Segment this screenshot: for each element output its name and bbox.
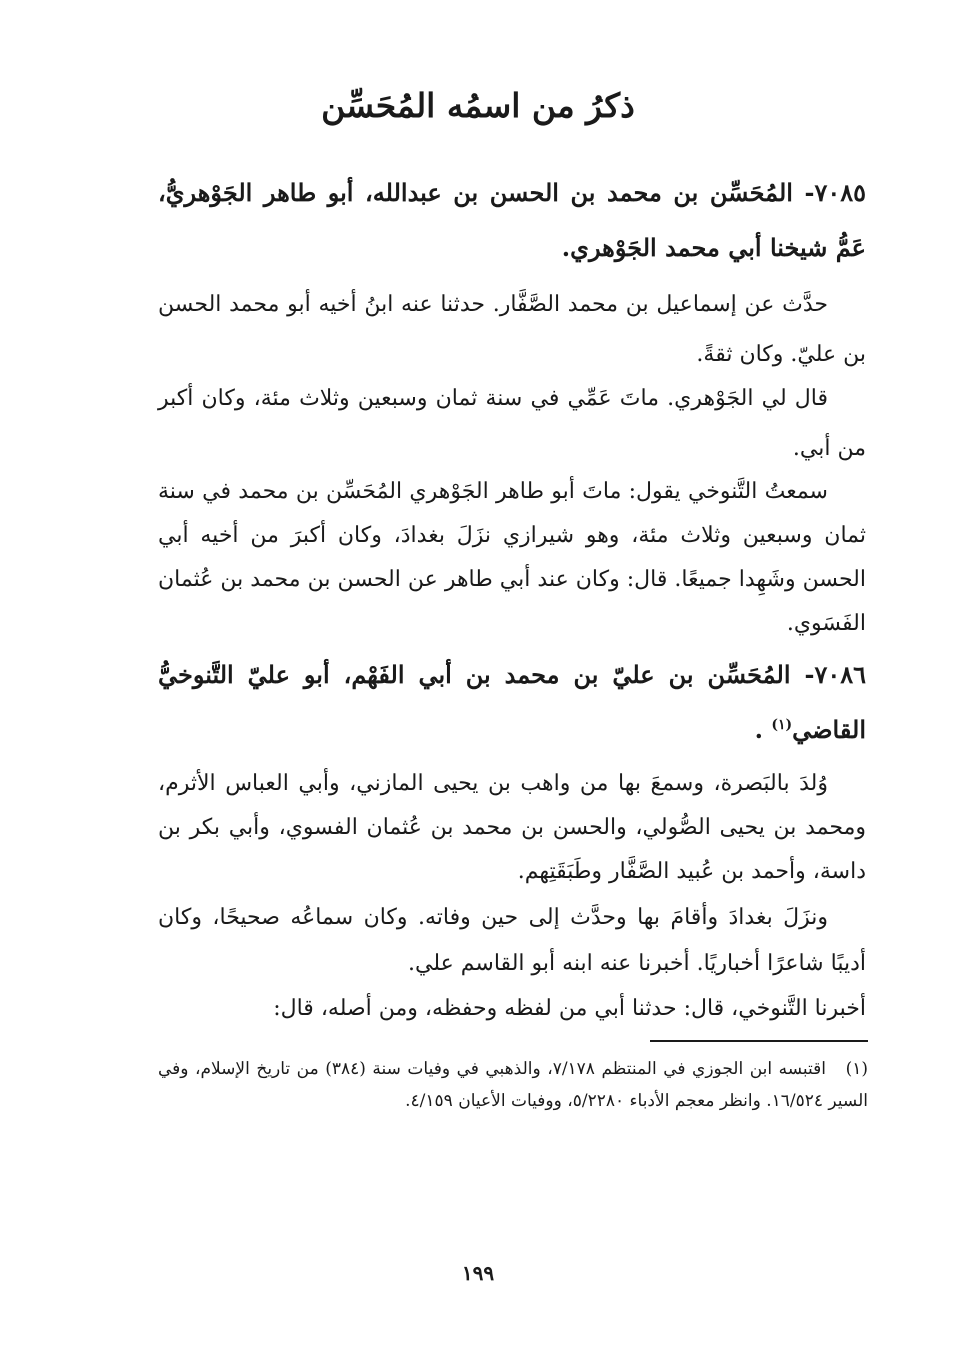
biography-entry-7086 [158, 647, 866, 757]
footnote [158, 1053, 868, 1117]
entry-7086-end: . [754, 715, 772, 744]
paragraph-narration-3: سمعتُ التَّنوخي يقول: ماتَ أبو طاهر الجَوْهري المُحَسِّن بن محمد في سنة ثمان وسبعين وثلاث مئة، وهو شيرازي نزَلَ بغدادَ، وكان أكبرَ من أخيه أبي الحسن وشَهِدا جميعًا. قال: وكان عند أبي طاهر عن الحسن بن محمد بن عُثمان الفَسَوي. [158, 479, 867, 636]
paragraph-narration-5: ونزَلَ بغدادَ وأقامَ بها وحدَّث إلى حين وفاته. وكان سماعُه صحيحًا، وكان أديبًا شاعرًا أخباريًا. أخبرنا عنه ابنه أبو القاسم علي. [158, 905, 866, 976]
paragraph-narration-4: وُلدَ بالبَصرة، وسمعَ بها من واهب بن يحيى المازني، وأبي العباس الأثرم، ومحمد بن يحيى الصُّولي، والحسن بن محمد بن عُثمان الفسوي، وأبي بكر بن داسة، وأحمد بن عُبيد الصَّفَّار وطَبَقَتِهم. [158, 771, 866, 884]
footnote-text: اقتبسه ابن الجوزي في المنتظم ٧/١٧٨، والذهبي في وفيات سنة (٣٨٤) من تاريخ الإسلام، وفي السير ١٦/٥٢٤. وانظر معجم الأدباء ٥/٢٢٨٠، ووفيات الأعيان ٤/١٥٩. [158, 1059, 868, 1111]
page-number: ١٩٩ [461, 1261, 495, 1285]
biography-entry-7085: ٧٠٨٥- المُحَسِّن بن محمد بن الحسن بن عبدالله، أبو طاهر الجَوْهريُّ، عَمُّ شيخنا أبي محمد الجَوْهري. [158, 178, 866, 262]
paragraph-narration-1: حدَّث عن إسماعيل بن محمد الصَّفَّار. حدثنا عنه ابنُ أخيه أبو محمد الحسن بن عليّ. وكان ثقةً. [158, 292, 866, 367]
paragraph-narration-6: أخبرنا التَّنوخي، قال: حدثنا أبي من لفظه وحفظه، ومن أصله، قال: [273, 996, 866, 1021]
footnote-number: (١) [845, 1059, 869, 1079]
footnote-reference[interactable]: (١) [771, 717, 793, 733]
paragraph-narration-2: قال لي الجَوْهري. ماتَ عَمِّي في سنة ثمان وسبعين وثلاث مئة، وكان أكبر من أبي. [158, 386, 866, 461]
entry-7086-text: ٧٠٨٦- المُحَسِّن بن عليّ بن محمد بن أبي الفَهْم، أبو عليّ التَّنوخيُّ القاضي [158, 660, 866, 744]
section-heading: ذكرُ من اسمُه المُحَسِّن [321, 86, 635, 125]
footnote-divider [650, 1040, 868, 1042]
